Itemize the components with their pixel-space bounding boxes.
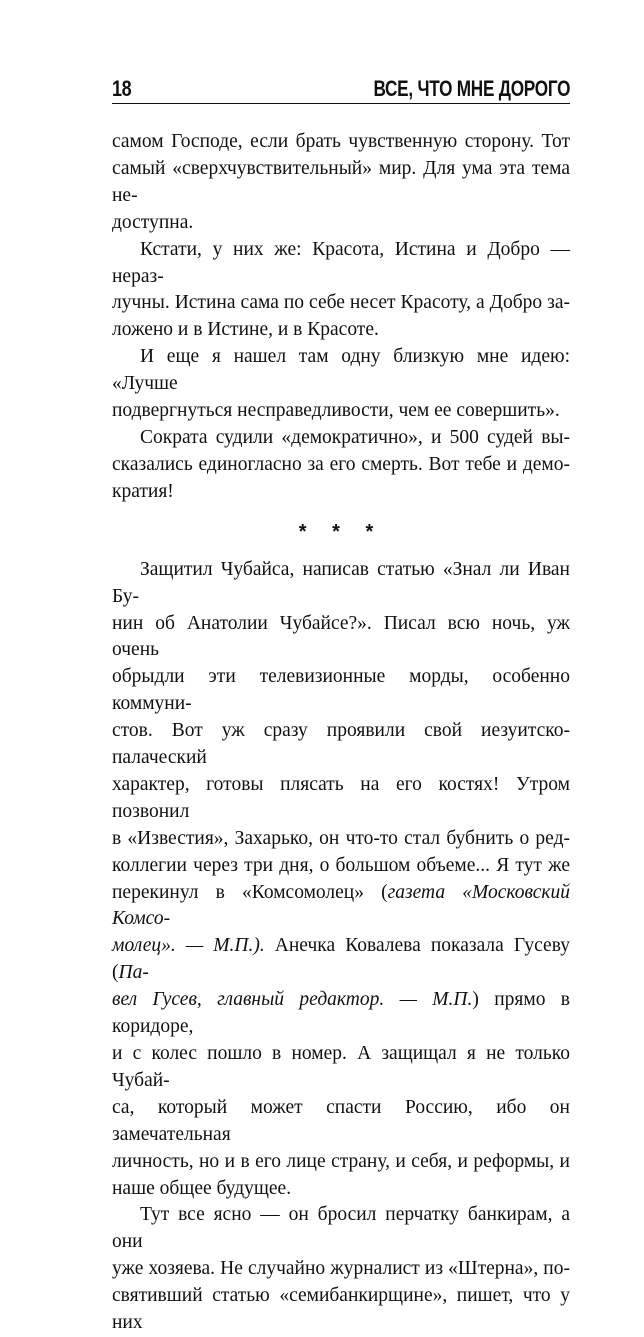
text-line: Тут все ясно — он бросил перчатку банкирам, а они: [112, 1204, 570, 1253]
text-line: обрыдли эти телевизионные морды, особенно коммуни-: [112, 666, 570, 715]
text-line: [112, 987, 570, 1041]
text-line: характер, готовы плясать на его костях! Утром позвонил: [112, 773, 570, 822]
text-line: лучны. Истина сама по себе несет Красоту, а Добро за-: [112, 292, 570, 314]
text-line: доступна.: [112, 211, 194, 233]
section-separator: * * *: [298, 520, 384, 543]
text-line: са, который может спасти Россию, ибо он замечательная: [112, 1096, 570, 1145]
editor-note: Па-: [118, 962, 149, 984]
text-line: Защитил Чубайса, написав статью «Знал ли Иван Бу-: [112, 558, 570, 607]
text-line: подвергнуться несправедливости, чем ее совершить».: [112, 400, 560, 422]
page-number: 18: [112, 76, 132, 101]
text-line: святивший статью «семибанкирщине», пишет, что у них: [112, 1285, 570, 1334]
text-line: и с колес пошло в номер. А защищал я не только Чубай-: [112, 1043, 570, 1091]
text-line: личность, но и в его лице страну, и себя, и реформы, и: [112, 1150, 570, 1172]
text-line: кратия!: [112, 480, 174, 502]
text-line: в «Известия», Захарько, он что-то стал бубнить о ред-: [112, 827, 570, 849]
running-header: [112, 72, 570, 104]
text-line: стов. Вот уж сразу проявили свой иезуитско-палаческий: [112, 720, 570, 769]
text-line: уже хозяева. Не случайно журналист из «Штерна», по-: [112, 1258, 570, 1280]
text-line: коллегии через три дня, о большом объеме... Я тут же: [112, 854, 570, 876]
text-segment: Анечка Ковалева показала Гусеву (: [112, 935, 571, 984]
text-line: наше общее будущее.: [112, 1177, 292, 1199]
text-line: [112, 933, 570, 987]
body-text: [112, 129, 570, 1337]
header-rule: [112, 103, 570, 104]
editor-note: молец». — М.П.).: [112, 935, 265, 957]
text-line: сказались единогласно за его смерть. Вот тебе и демо-: [112, 453, 570, 475]
text-line: самый «сверхчувствительный» мир. Для ума эта тема не-: [112, 157, 570, 206]
text-line: Кстати, у них же: Красота, Истина и Добро — нераз-: [112, 238, 570, 287]
text-line: нин об Анатолии Чубайсе?». Писал всю ночь, уж очень: [112, 612, 570, 661]
text-line: И еще я нашел там одну близкую мне идею: «Лучше: [112, 346, 570, 395]
text-line: ложено и в Истине, и в Красоте.: [112, 319, 379, 341]
editor-note: газета «Московский Комсо-: [112, 881, 571, 930]
editor-note: вел Гусев, главный редактор. — М.П.: [112, 989, 473, 1011]
text-segment: ) прямо в коридоре,: [112, 989, 570, 1038]
text-line: Сократа судили «демократично», и 500 судей вы-: [140, 426, 570, 448]
text-segment: перекинул в «Комсомолец» (: [112, 881, 388, 903]
text-line: самом Господе, если брать чувственную сторону. Тот: [112, 131, 570, 152]
running-title: ВСЕ, ЧТО МНЕ ДОРОГО: [373, 76, 570, 101]
text-line: [112, 880, 570, 934]
